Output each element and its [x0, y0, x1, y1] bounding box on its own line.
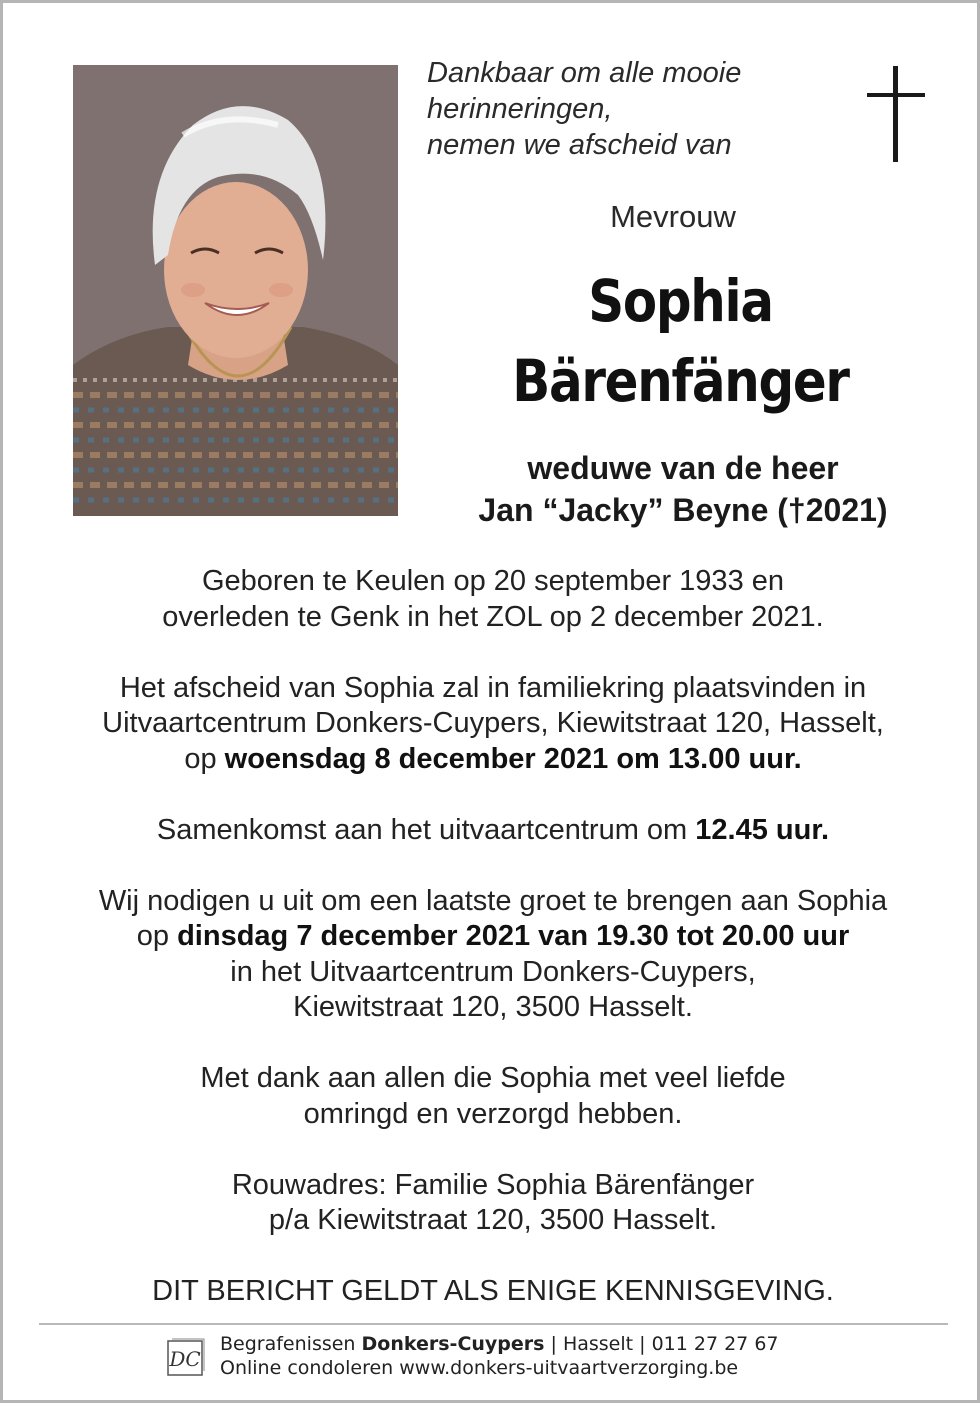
notice: DIT BERICHT GELDT ALS ENIGE KENNISGEVING.: [152, 1275, 834, 1307]
footer-prefix: Begrafenissen: [220, 1333, 362, 1355]
death-line: overleden te Genk in het ZOL op 2 december 2021.: [162, 600, 824, 633]
logo-letters: DC: [169, 1347, 201, 1371]
farewell-prefix: op: [184, 742, 225, 775]
intro-line: Dankbaar om alle mooie: [427, 57, 742, 89]
thanks-line: Met dank aan allen die Sophia met veel liefde: [200, 1062, 786, 1094]
address-line: p/a Kiewitstraat 120, 3500 Hasselt.: [268, 1204, 718, 1236]
address-paragraph: [43, 1168, 943, 1239]
visitation-line: Kiewitstraat 120, 3500 Hasselt.: [293, 991, 693, 1023]
visitation-line: in het Uitvaartcentrum Donkers-Cuypers,: [230, 955, 756, 988]
footer-info: [220, 1332, 779, 1380]
widow-line: Jan “Jacky” Beyne (†2021): [478, 492, 888, 528]
visitation-line: Wij nodigen u uit om een laatste groet te brengen aan Sophia: [98, 884, 888, 917]
thanks-line: omringd en verzorgd hebben.: [303, 1097, 683, 1130]
farewell-paragraph: [43, 671, 943, 778]
announcement-body: [43, 564, 943, 1310]
visitation-prefix: op: [136, 920, 178, 952]
widow-statement: [418, 447, 948, 531]
birth-paragraph: [43, 564, 943, 635]
thanks-paragraph: [43, 1061, 943, 1132]
widow-line: weduwe van de heer: [527, 450, 839, 486]
footer-contact: | Hasselt | 011 27 27 67: [544, 1333, 779, 1355]
funeral-home-name: Donkers-Cuypers: [361, 1333, 545, 1355]
intro-text: [427, 55, 827, 163]
funeral-home-logo-icon: [166, 1335, 206, 1377]
salutation: Mevrouw: [610, 199, 736, 234]
footer-line: [220, 1332, 779, 1356]
first-name: Sophia: [588, 267, 773, 335]
portrait-illustration: [73, 65, 398, 516]
portrait-photo: [73, 65, 398, 516]
gathering-time: 12.45 uur.: [695, 813, 830, 846]
footer-divider: [39, 1323, 948, 1325]
farewell-line: Het afscheid van Sophia zal in familiekring plaatsvinden in: [119, 671, 867, 704]
last-name: Bärenfänger: [512, 347, 849, 415]
visitation-paragraph: [43, 884, 943, 1026]
birth-line: Geboren te Keulen op 20 september 1933 en: [201, 565, 785, 597]
footer-website[interactable]: Online condoleren www.donkers-uitvaartverzorging.be: [220, 1357, 739, 1379]
farewell-datetime: woensdag 8 december 2021 om 13.00 uur.: [224, 742, 802, 775]
intro-line: nemen we afscheid van: [427, 129, 732, 161]
cross-icon: [867, 66, 925, 162]
address-line: Rouwadres: Familie Sophia Bärenfänger: [231, 1168, 755, 1201]
gathering-text: Samenkomst aan het uitvaartcentrum om: [156, 813, 696, 846]
visitation-datetime: dinsdag 7 december 2021 van 19.30 tot 20.00 uur: [177, 920, 850, 952]
farewell-line: Uitvaartcentrum Donkers-Cuypers, Kiewitstraat 120, Hasselt,: [102, 707, 884, 739]
intro-line: herinneringen,: [427, 93, 613, 125]
gathering-paragraph: [43, 813, 943, 849]
